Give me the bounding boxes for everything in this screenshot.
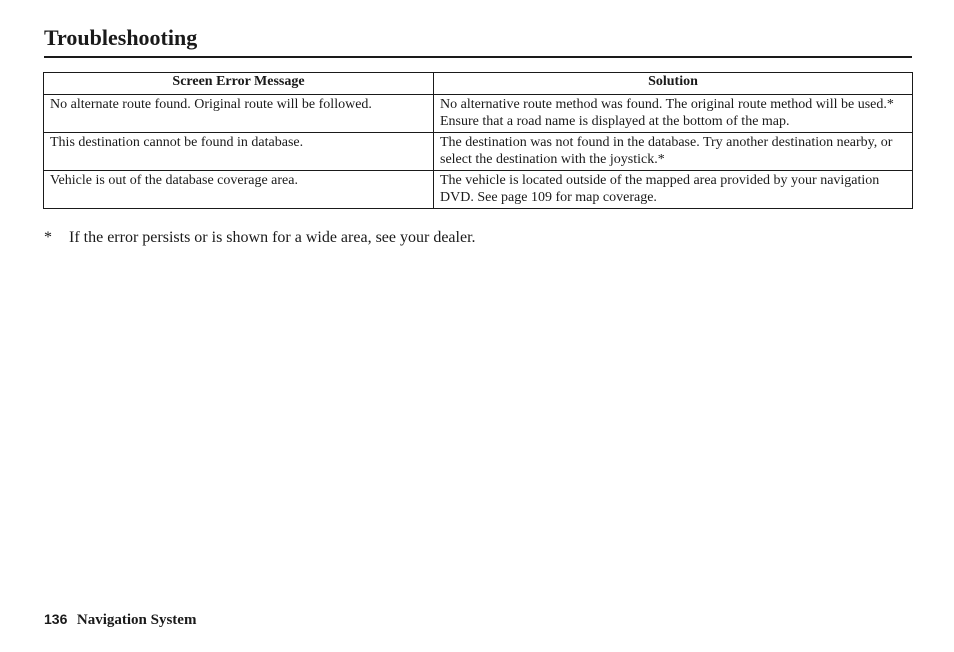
footnote	[44, 228, 476, 248]
error-message-cell: This destination cannot be found in database.	[44, 133, 434, 171]
solution-text: Ensure that a road name is displayed at the bottom of the map.	[440, 114, 790, 129]
table-row	[44, 95, 913, 133]
error-message-cell: No alternate route found. Original route will be followed.	[44, 95, 434, 133]
solution-text: No alternative route method was found. The original route method will be used.*	[440, 97, 894, 112]
column-header-solution: Solution	[434, 73, 913, 95]
column-header-screen-error-message: Screen Error Message	[44, 73, 434, 95]
table-row	[44, 171, 913, 209]
solution-cell	[434, 95, 913, 133]
footnote-text: If the error persists or is shown for a wide area, see your dealer.	[69, 229, 476, 246]
page-title: Troubleshooting	[44, 25, 198, 50]
solution-text: The vehicle is located outside of the mapped area provided by your navigation DVD. See page 109 for map coverage.	[440, 173, 880, 205]
footnote-mark: *	[44, 229, 52, 246]
solution-text: The destination was not found in the database. Try another destination nearby, or select the destination with the joystick.*	[440, 135, 893, 167]
solution-cell	[434, 171, 913, 209]
table-row	[44, 133, 913, 171]
solution-cell	[434, 133, 913, 171]
error-message-cell: Vehicle is out of the database coverage area.	[44, 171, 434, 209]
page-footer	[44, 610, 196, 630]
title-rule	[44, 56, 912, 58]
page-number: 136	[44, 611, 68, 627]
section-name: Navigation System	[76, 612, 197, 628]
error-message-table	[43, 72, 913, 209]
table-header-row	[44, 73, 913, 95]
